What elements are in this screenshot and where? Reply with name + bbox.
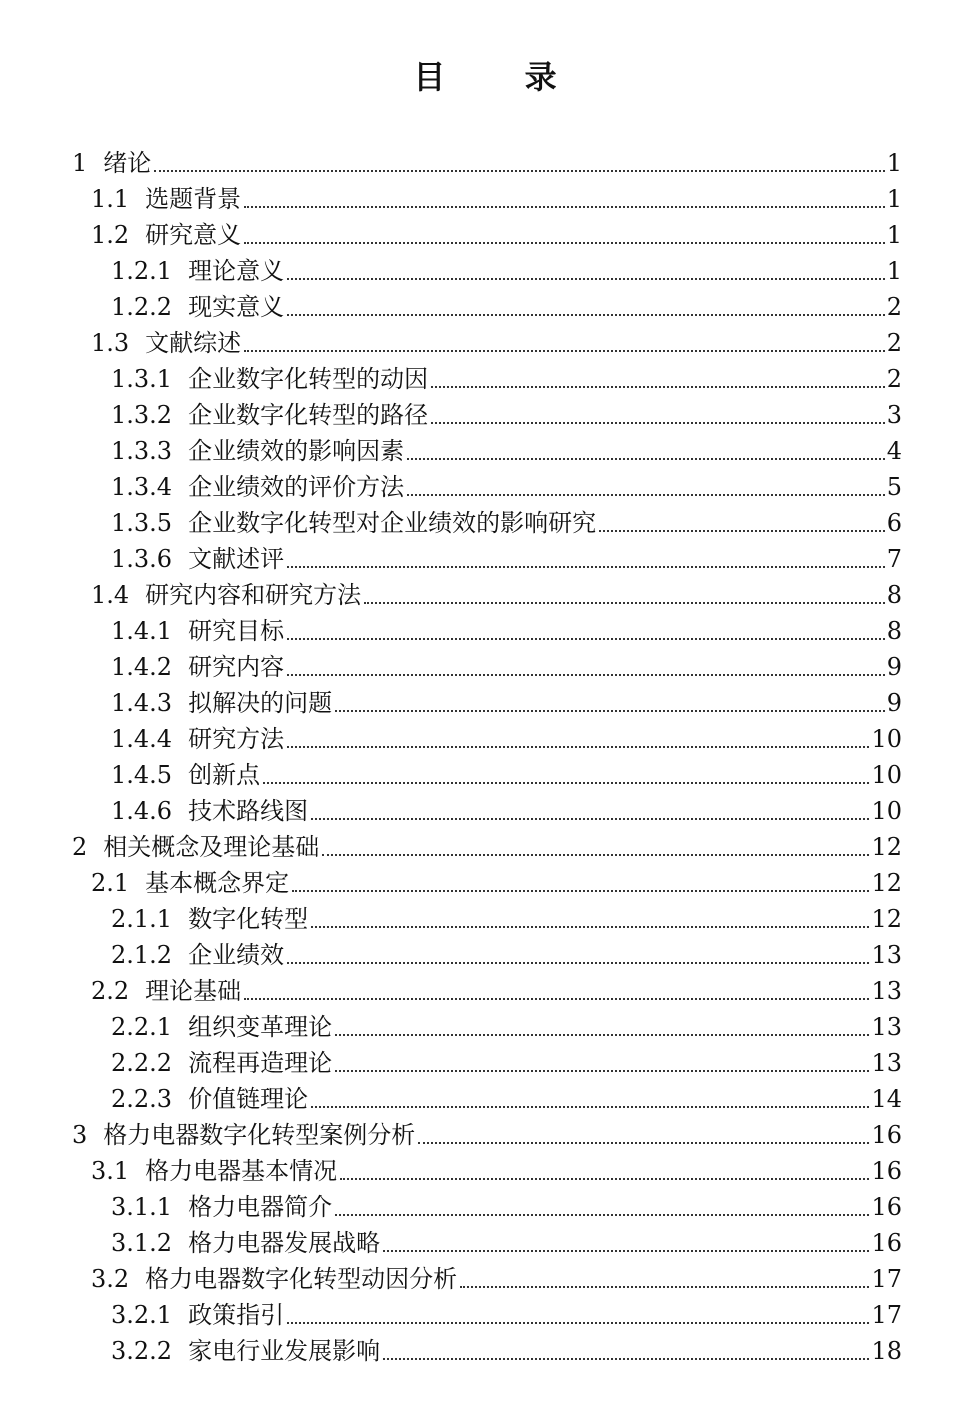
toc-entry-number: 1	[72, 149, 88, 177]
toc-entry[interactable]	[72, 829, 902, 865]
toc-entry-page-number: 9	[886, 689, 902, 717]
toc-entry-title: 相关概念及理论基础	[103, 833, 320, 861]
toc-entry-page-number: 13	[871, 941, 902, 969]
dot-leader	[287, 746, 869, 748]
toc-entry-page-number: 1	[886, 149, 902, 177]
toc-entry-title: 研究内容	[188, 653, 285, 681]
toc-entry-page-number: 18	[871, 1337, 902, 1365]
toc-entry[interactable]	[72, 865, 902, 901]
toc-entry-title: 技术路线图	[188, 797, 309, 825]
toc-entry[interactable]	[72, 289, 902, 325]
toc-entry[interactable]	[72, 1117, 902, 1153]
dot-leader	[335, 710, 885, 712]
dot-leader	[154, 170, 884, 172]
toc-entry[interactable]	[72, 253, 902, 289]
toc-entry-page-number: 13	[871, 977, 902, 1005]
toc-entry-title: 企业绩效的评价方法	[188, 473, 405, 501]
toc-entry[interactable]	[72, 1153, 902, 1189]
dot-leader	[287, 314, 885, 316]
toc-entry[interactable]	[72, 469, 902, 505]
dot-leader	[364, 602, 885, 604]
toc-entry-title: 政策指引	[188, 1301, 285, 1329]
toc-entry-page-number: 17	[871, 1265, 902, 1293]
toc-entry[interactable]	[72, 901, 902, 937]
toc-entry-title: 理论意义	[188, 257, 285, 285]
toc-entry-title: 企业数字化转型的路径	[188, 401, 429, 429]
toc-entry-number: 1.4.3	[111, 689, 173, 717]
toc-entry-number: 1.4.4	[111, 725, 173, 753]
dot-leader	[340, 1178, 869, 1180]
toc-entry-title: 研究意义	[145, 221, 242, 249]
toc-entry[interactable]	[72, 1297, 902, 1333]
toc-entry-page-number: 16	[871, 1121, 902, 1149]
dot-leader	[383, 1358, 869, 1360]
toc-entry-number: 2.2.2	[111, 1049, 173, 1077]
toc-entry-number: 1.2	[91, 221, 130, 249]
toc-entry-number: 1.2.2	[111, 293, 173, 321]
toc-entry-page-number: 7	[886, 545, 902, 573]
dot-leader	[407, 494, 885, 496]
toc-entry-number: 2.1.2	[111, 941, 173, 969]
dot-leader	[431, 422, 885, 424]
toc-entry-page-number: 16	[871, 1193, 902, 1221]
toc-entry[interactable]	[72, 397, 902, 433]
toc-entry-title: 研究方法	[188, 725, 285, 753]
toc-entry-page-number: 8	[886, 617, 902, 645]
page-title: 目 录	[413, 58, 591, 96]
toc-entry-number: 3.1.2	[111, 1229, 173, 1257]
toc-entry-title: 研究目标	[188, 617, 285, 645]
dot-leader	[431, 386, 885, 388]
toc-entry-title: 价值链理论	[188, 1085, 309, 1113]
dot-leader	[322, 854, 869, 856]
toc-entry-title: 数字化转型	[188, 905, 309, 933]
dot-leader	[287, 638, 885, 640]
toc-entry-title: 基本概念界定	[145, 869, 290, 897]
dot-leader	[335, 1034, 869, 1036]
toc-entry-title: 流程再造理论	[188, 1049, 333, 1077]
dot-leader	[244, 350, 885, 352]
toc-entry-title: 研究内容和研究方法	[145, 581, 362, 609]
toc-entry-number: 1.3.5	[111, 509, 173, 537]
toc-entry[interactable]	[72, 181, 902, 217]
toc-entry-title: 企业绩效的影响因素	[188, 437, 405, 465]
toc-entry-number: 1.3.4	[111, 473, 173, 501]
toc-entry-number: 1.4.5	[111, 761, 173, 789]
toc-entry-page-number: 12	[871, 905, 902, 933]
toc-entry[interactable]	[72, 1009, 902, 1045]
toc-entry-number: 1.4.1	[111, 617, 173, 645]
toc-entry-title: 企业绩效	[188, 941, 285, 969]
toc-entry[interactable]	[72, 793, 902, 829]
dot-leader	[244, 242, 885, 244]
toc-entry-page-number: 16	[871, 1157, 902, 1185]
toc-entry-number: 1.3.6	[111, 545, 173, 573]
toc-entry-page-number: 16	[871, 1229, 902, 1257]
toc-entry-page-number: 1	[886, 221, 902, 249]
toc-entry-title: 格力电器发展战略	[188, 1229, 381, 1257]
dot-leader	[287, 1322, 869, 1324]
dot-leader	[311, 1106, 869, 1108]
toc-entry-number: 2	[72, 833, 88, 861]
toc-entry-title: 格力电器数字化转型动因分析	[145, 1265, 458, 1293]
toc-entry-page-number: 9	[886, 653, 902, 681]
toc-entry[interactable]	[72, 541, 902, 577]
dot-leader	[287, 278, 885, 280]
dot-leader	[383, 1250, 869, 1252]
toc-entry-number: 2.2.1	[111, 1013, 173, 1041]
toc-entry-title: 理论基础	[145, 977, 242, 1005]
dot-leader	[311, 926, 869, 928]
toc-entry[interactable]	[72, 1333, 902, 1369]
toc-entry-number: 1.4	[91, 581, 130, 609]
toc-entry-page-number: 2	[886, 365, 902, 393]
toc-entry-number: 3.2.2	[111, 1337, 173, 1365]
toc-entry-page-number: 4	[886, 437, 902, 465]
toc-entry-number: 3.1.1	[111, 1193, 173, 1221]
toc-entry-number: 1.1	[91, 185, 130, 213]
toc-entry[interactable]	[72, 649, 902, 685]
toc-entry-number: 2.2	[91, 977, 130, 1005]
toc-entry-number: 1.3	[91, 329, 130, 357]
toc-entry-number: 3.1	[91, 1157, 130, 1185]
toc-entry-page-number: 10	[871, 797, 902, 825]
toc-entry-number: 1.3.3	[111, 437, 173, 465]
toc-entry-number: 1.3.1	[111, 365, 173, 393]
toc-entry-page-number: 1	[886, 185, 902, 213]
toc-entry-page-number: 10	[871, 761, 902, 789]
toc-entry-title: 绪论	[103, 149, 152, 177]
toc-entry-page-number: 6	[886, 509, 902, 537]
toc-entry-number: 3.2.1	[111, 1301, 173, 1329]
dot-leader	[292, 890, 869, 892]
toc-entry-title: 现实意义	[188, 293, 285, 321]
toc-entry-page-number: 13	[871, 1049, 902, 1077]
toc-entry-title: 拟解决的问题	[188, 689, 333, 717]
toc-entry-page-number: 2	[886, 329, 902, 357]
dot-leader	[287, 674, 885, 676]
toc-entry-title: 文献述评	[188, 545, 285, 573]
toc-entry-number: 3	[72, 1121, 88, 1149]
toc-entry-page-number: 14	[871, 1085, 902, 1113]
toc-entry[interactable]	[72, 145, 902, 181]
toc-entry[interactable]	[72, 613, 902, 649]
dot-leader	[263, 782, 869, 784]
dot-leader	[418, 1142, 869, 1144]
toc-entry-number: 1.2.1	[111, 257, 173, 285]
toc-entry[interactable]	[72, 1189, 902, 1225]
table-of-contents	[72, 145, 902, 1369]
toc-entry[interactable]	[72, 1081, 902, 1117]
dot-leader	[311, 818, 869, 820]
toc-entry-title: 格力电器基本情况	[145, 1157, 338, 1185]
toc-entry-title: 企业数字化转型的动因	[188, 365, 429, 393]
toc-entry-title: 格力电器数字化转型案例分析	[103, 1121, 416, 1149]
toc-entry-title: 组织变革理论	[188, 1013, 333, 1041]
dot-leader	[599, 530, 885, 532]
toc-entry-title: 企业数字化转型对企业绩效的影响研究	[188, 509, 597, 537]
dot-leader	[407, 458, 885, 460]
toc-entry-page-number: 17	[871, 1301, 902, 1329]
toc-entry[interactable]	[72, 577, 902, 613]
toc-entry[interactable]	[72, 721, 902, 757]
dot-leader	[335, 1070, 869, 1072]
toc-entry-page-number: 10	[871, 725, 902, 753]
toc-entry-number: 3.2	[91, 1265, 130, 1293]
toc-entry-page-number: 8	[886, 581, 902, 609]
toc-entry[interactable]	[72, 505, 902, 541]
toc-entry-page-number: 3	[886, 401, 902, 429]
toc-entry-page-number: 12	[871, 833, 902, 861]
dot-leader	[244, 998, 869, 1000]
toc-entry-title: 选题背景	[145, 185, 242, 213]
toc-entry-number: 2.1.1	[111, 905, 173, 933]
toc-entry-page-number: 5	[886, 473, 902, 501]
toc-entry-page-number: 13	[871, 1013, 902, 1041]
toc-entry-title: 创新点	[188, 761, 261, 789]
toc-entry-page-number: 2	[886, 293, 902, 321]
dot-leader	[287, 962, 869, 964]
toc-entry[interactable]	[72, 973, 902, 1009]
dot-leader	[287, 566, 885, 568]
toc-entry[interactable]	[72, 1045, 902, 1081]
toc-entry[interactable]	[72, 325, 902, 361]
toc-entry-number: 1.4.2	[111, 653, 173, 681]
dot-leader	[244, 206, 885, 208]
toc-entry-title: 格力电器简介	[188, 1193, 333, 1221]
toc-entry-title: 家电行业发展影响	[188, 1337, 381, 1365]
dot-leader	[460, 1286, 869, 1288]
toc-entry[interactable]	[72, 1225, 902, 1261]
toc-entry-page-number: 1	[886, 257, 902, 285]
toc-entry-number: 2.1	[91, 869, 130, 897]
toc-entry-page-number: 12	[871, 869, 902, 897]
toc-entry[interactable]	[72, 757, 902, 793]
toc-entry[interactable]	[72, 217, 902, 253]
toc-entry-number: 1.3.2	[111, 401, 173, 429]
toc-entry-number: 2.2.3	[111, 1085, 173, 1113]
dot-leader	[335, 1214, 869, 1216]
toc-entry[interactable]	[72, 433, 902, 469]
toc-entry[interactable]	[72, 937, 902, 973]
toc-entry[interactable]	[72, 1261, 902, 1297]
toc-entry[interactable]	[72, 685, 902, 721]
toc-entry[interactable]	[72, 361, 902, 397]
toc-entry-number: 1.4.6	[111, 797, 173, 825]
toc-entry-title: 文献综述	[145, 329, 242, 357]
